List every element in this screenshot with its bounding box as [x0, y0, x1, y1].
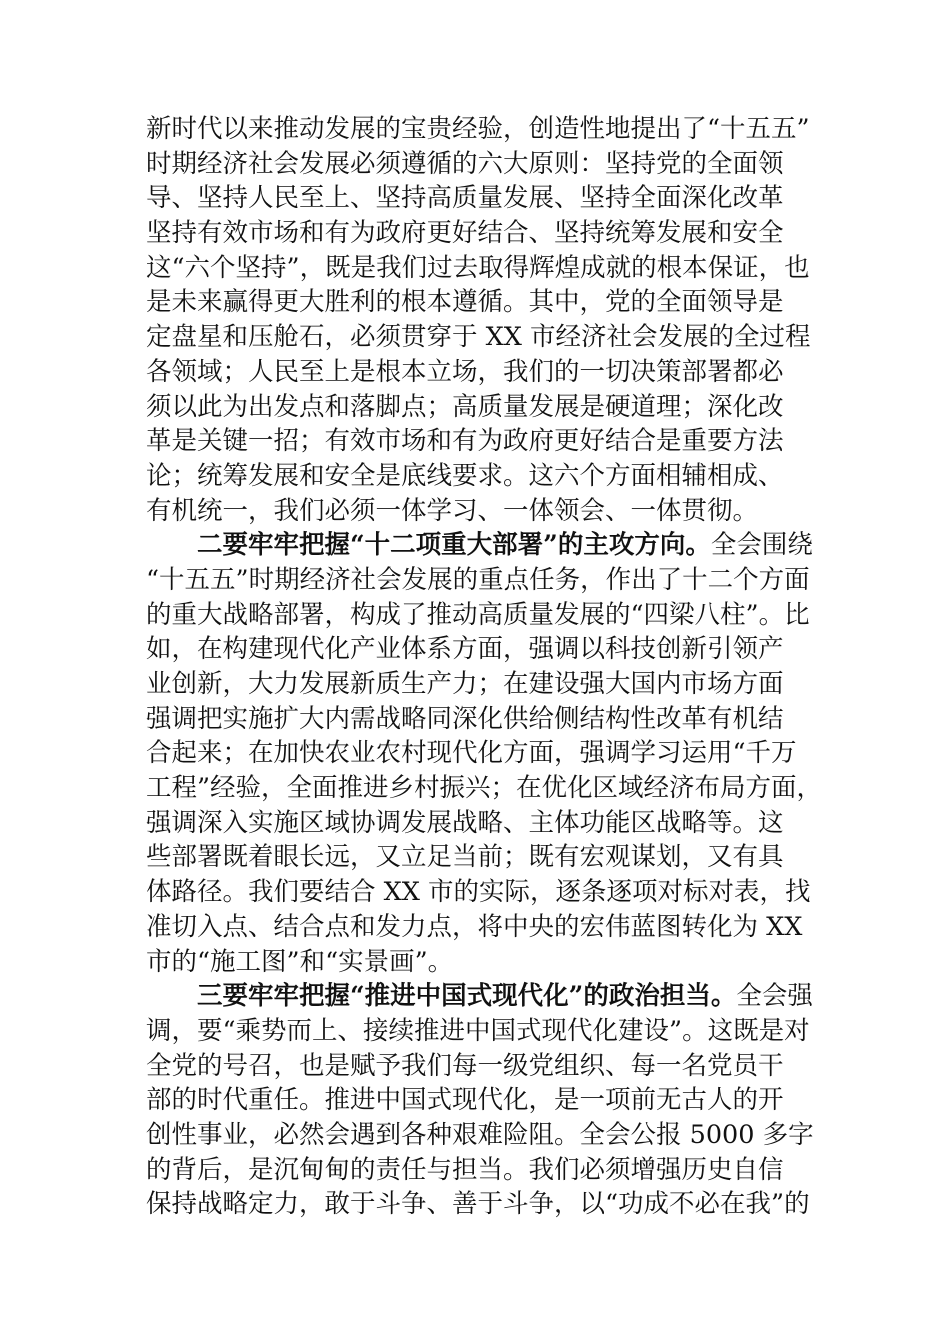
paragraph-2-line: 些部署既着眼长远，又立足当前；既有宏观谋划，又有具	[146, 842, 784, 873]
paragraph-1-line: 是未来赢得更大胜利的根本遵循。其中，党的全面领导是	[146, 287, 784, 318]
paragraph-3-first-line	[146, 979, 826, 1014]
paragraph-3-line: 创性事业，必然会遇到各种艰难险阻。全会公报 5000 多字	[146, 1119, 814, 1150]
paragraph-2-line: 强调把实施扩大内需战略同深化供给侧结构性改革有机结	[146, 703, 784, 734]
paragraph-2-line: 强调深入实施区域协调发展战略、主体功能区战略等。这	[146, 807, 784, 838]
paragraph-3-line: 调，要“乘势而上、接续推进中国式现代化建设”。这既是对	[146, 1015, 810, 1046]
paragraph-2-line: 市的“施工图”和“实景画”。	[146, 946, 454, 977]
paragraph-3-line: 保持战略定力，敢于斗争、善于斗争，以“功成不必在我”的	[146, 1189, 810, 1220]
paragraph-1-line: 新时代以来推动发展的宝贵经验，创造性地提出了“十五五”	[146, 114, 810, 144]
paragraph-1-line: 各领域；人民至上是根本立场，我们的一切决策部署都必	[146, 356, 784, 387]
paragraph-3-line: 部的时代重任。推进中国式现代化，是一项前无古人的开	[146, 1085, 784, 1116]
paragraph-2-line: 的重大战略部署，构成了推动高质量发展的“四梁八柱”。比	[146, 599, 810, 630]
paragraph-2-line: 业创新，大力发展新质生产力；在建设强大国内市场方面	[146, 669, 784, 699]
paragraph-1-line: 革是关键一招；有效市场和有为政府更好结合是重要方法	[146, 426, 784, 457]
paragraph-3-heading: 三要牢牢把握“推进中国式现代化”的政治担当。	[197, 981, 737, 1012]
paragraph-1-line: 须以此为出发点和落脚点；高质量发展是硬道理；深化改	[146, 391, 784, 422]
paragraph-3-line: 的背后，是沉甸甸的责任与担当。我们必须增强历史自信	[146, 1154, 784, 1185]
paragraph-3-line: 全党的号召，也是赋予我们每一级党组织、每一名党员干	[146, 1050, 784, 1081]
paragraph-1-line: 定盘星和压舱石，必须贯穿于 XX 市经济社会发展的全过程	[146, 322, 811, 353]
paragraph-2-line: 准切入点、结合点和发力点，将中央的宏伟蓝图转化为 XX	[146, 911, 803, 942]
paragraph-1-line: 坚持有效市场和有为政府更好结合、坚持统筹发展和安全	[146, 218, 784, 249]
paragraph-3-first-line-text: 全会强	[736, 981, 813, 1012]
paragraph-1-line: 导、坚持人民至上、坚持高质量发展、坚持全面深化改革	[146, 183, 784, 214]
paragraph-2-line: 如，在构建现代化产业体系方面，强调以科技创新引领产	[146, 634, 784, 665]
document-body	[146, 112, 826, 1222]
paragraph-2-first-line	[146, 528, 826, 563]
paragraph-1-line: 这“六个坚持”，既是我们过去取得辉煌成就的根本保证，也	[146, 252, 810, 283]
paragraph-2-heading: 二要牢牢把握“十二项重大部署”的主攻方向。	[197, 530, 711, 561]
paragraph-2-line: 体路径。我们要结合 XX 市的实际，逐条逐项对标对表，找	[146, 877, 811, 908]
paragraph-1-line: 论；统筹发展和安全是底线要求。这六个方面相辅相成、	[146, 460, 784, 491]
paragraph-2-first-line-text: 全会围绕	[710, 530, 813, 561]
paragraph-2-line: 合起来；在加快农业农村现代化方面，强调学习运用“千万	[146, 738, 797, 769]
paragraph-2-line: 工程”经验，全面推进乡村振兴；在优化区域经济布局方面，	[146, 773, 823, 804]
paragraph-2-line: “十五五”时期经济社会发展的重点任务，作出了十二个方面	[146, 564, 810, 595]
paragraph-1-line: 时期经济社会发展必须遵循的六大原则：坚持党的全面领	[146, 148, 784, 179]
paragraph-1-line: 有机统一，我们必须一体学习、一体领会、一体贯彻。	[146, 495, 759, 526]
